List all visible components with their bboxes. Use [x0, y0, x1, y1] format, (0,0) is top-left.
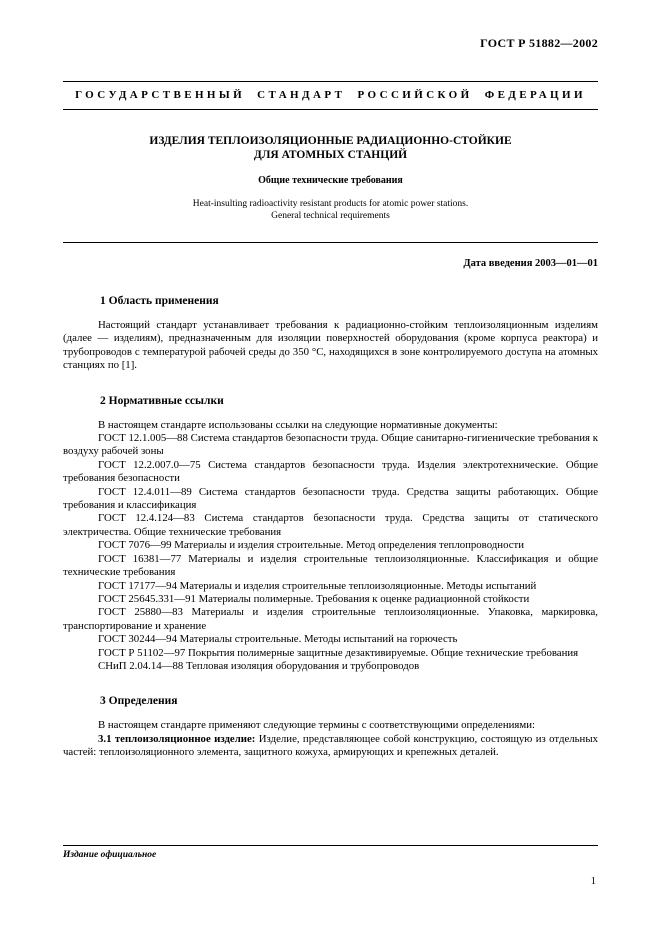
section-3-intro: В настоящем стандарте применяют следующие термины с соответствующими определениями: — [98, 719, 535, 732]
section-2-intro: В настоящем стандарте использованы ссылки на следующие нормативные документы: — [98, 418, 498, 431]
document-title — [63, 134, 598, 162]
reference-item: ГОСТ 25645.331—91 Материалы полимерные. Требования к оценке радиационной стойкости — [98, 592, 530, 605]
page-number: 1 — [590, 876, 596, 887]
definition-term: 3.1 теплоизоляционное изделие: — [98, 732, 256, 745]
english-title-line-1: Heat-insulting radioactivity resistant products for atomic power stations. — [192, 199, 469, 209]
reference-item: ГОСТ 12.1.005—88 Система стандартов безопасности труда. Общие санитарно-гигиенические требования к воздуху рабочей зоны — [63, 432, 598, 458]
english-title-line-2: General technical requirements — [271, 211, 390, 221]
document-subtitle: Общие технические требования — [258, 175, 403, 186]
reference-item: ГОСТ 12.4.011—89 Система стандартов безопасности труда. Средства защиты работающих. Общие требования и классификация — [63, 485, 598, 512]
reference-item: ГОСТ 25880—83 Материалы и изделия строительные теплоизоляционные. Упаковка, маркировка, транспортирование и хранение — [63, 606, 598, 632]
reference-item: ГОСТ 16381—77 Материалы и изделия строительные теплоизоляционные. Классификация и общие технические требования — [63, 552, 598, 579]
title-line-2: ДЛЯ АТОМНЫХ СТАНЦИЙ — [253, 149, 408, 161]
reference-item: ГОСТ 12.2.007.0—75 Система стандартов безопасности труда. Изделия электротехнические. Общие требования безопасности — [63, 458, 598, 485]
federation-header: ГОСУДАРСТВЕННЫЙ СТАНДАРТ РОССИЙСКОЙ ФЕДЕРАЦИИ — [63, 81, 598, 110]
english-title — [63, 198, 598, 222]
title-line-1: ИЗДЕЛИЯ ТЕПЛОИЗОЛЯЦИОННЫЕ РАДИАЦИОННО-СТОЙКИЕ — [149, 135, 512, 147]
doc-number: ГОСТ Р 51882—2002 — [480, 36, 598, 50]
definition-paragraph — [63, 733, 598, 760]
reference-item: СНиП 2.04.14—88 Тепловая изоляция оборудования и трубопроводов — [98, 659, 420, 672]
section-3-heading: 3 Определения — [100, 695, 178, 708]
definition-text: Изделие, представляющее собой конструкцию, состоящую из отдельных частей: теплоизоляционного элемента, защитного кожуха, армирующих и крепежных деталей. — [63, 732, 598, 759]
reference-item: ГОСТ 12.4.124—83 Система стандартов безопасности труда. Средства защиты от статического электричества. Общие технические требования — [63, 512, 598, 538]
section-1-heading: 1 Область применения — [100, 295, 219, 307]
reference-item: ГОСТ 7076—99 Материалы и изделия строительные. Метод определения теплопроводности — [98, 539, 525, 552]
section-2-heading: 2 Нормативные ссылки — [100, 394, 224, 407]
date-of-introduction: Дата введения 2003—01—01 — [463, 258, 598, 269]
reference-item: ГОСТ 17177—94 Материалы и изделия строительные теплоизоляционные. Методы испытаний — [98, 579, 537, 592]
horizontal-rule — [63, 242, 598, 243]
footer-edition-note: Издание официальное — [63, 845, 598, 860]
section-1-paragraph: Настоящий стандарт устанавливает требования к радиационно-стойким теплоизоляционным изделиям (далее — изделиям), предназначенным для изоляции поверхностей оборудования (кроме корпуса реактора) и трубопроводов с температурой рабочей среды до 350 °С, находящихся в зоне контролируемого доступа на атомных станциях по [1]. — [63, 319, 598, 372]
reference-item: ГОСТ 30244—94 Материалы строительные. Методы испытаний на горючесть — [98, 633, 458, 646]
reference-item: ГОСТ Р 51102—97 Покрытия полимерные защитные дезактивируемые. Общие технические требования — [98, 646, 579, 659]
